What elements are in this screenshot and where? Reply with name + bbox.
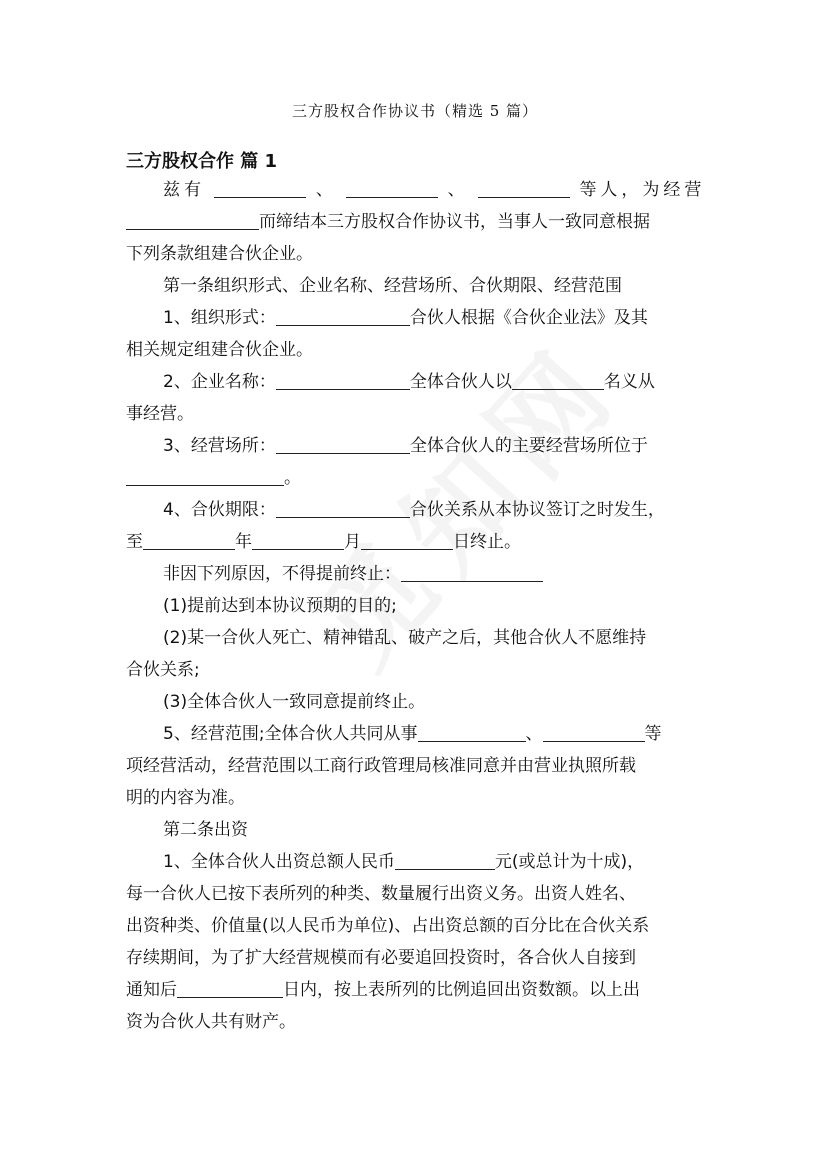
paragraph-line: (2)某一合伙人死亡、精神错乱、破产之后，其他合伙人不愿维持 — [163, 628, 647, 648]
paragraph-line — [126, 494, 708, 526]
paragraph-line: 每一合伙人已按下表所列的种类、数量履行出资义务。出资人姓名、 — [126, 884, 636, 904]
text: 、 — [447, 180, 469, 200]
paragraph-line — [126, 366, 708, 398]
paragraph-line — [126, 462, 708, 494]
text: 日终止。 — [453, 532, 521, 552]
section-heading: 三方股权合作 篇 1 — [126, 151, 278, 172]
blank-field — [276, 308, 410, 325]
blank-field — [395, 852, 495, 869]
paragraph-line — [126, 430, 708, 462]
blank-field — [361, 532, 453, 549]
text: 、 — [315, 180, 337, 200]
paragraph-line — [126, 718, 708, 750]
blank-field — [252, 532, 344, 549]
text: 5、经营范围;全体合伙人共同从事 — [163, 724, 418, 744]
blank-field — [276, 500, 410, 517]
paragraph-line: 事经营。 — [126, 404, 194, 424]
text: 4、合伙期限： — [163, 500, 276, 520]
text: 日内，按上表所列的比例追回出资数额。以上出 — [283, 980, 640, 1000]
text: 通知后 — [126, 980, 177, 1000]
text: 1、组织形式： — [163, 308, 276, 328]
text: 全体合伙人以 — [409, 372, 512, 392]
text: 至 — [126, 532, 143, 552]
text: 1、全体合伙人出资总额人民币 — [163, 852, 395, 872]
text: 3、经营场所： — [163, 436, 276, 456]
blank-field — [214, 180, 306, 197]
blank-field — [276, 372, 410, 389]
paragraph-line: 明的内容为准。 — [126, 788, 245, 808]
paragraph-line — [126, 174, 708, 206]
text: 名义从 — [603, 372, 655, 392]
paragraph-line — [126, 974, 708, 1006]
paragraph-line: 存续期间，为了扩大经营规模而有必要追回投资时，各合伙人自接到 — [126, 948, 636, 968]
blank-field — [126, 468, 284, 485]
text: 等人，为经营 — [579, 180, 706, 200]
text: 年 — [235, 532, 252, 552]
blank-field — [512, 372, 604, 389]
text: 。 — [284, 468, 301, 488]
paragraph-line — [126, 526, 708, 558]
text: 月 — [344, 532, 361, 552]
text: 而缔结本三方股权合作协议书，当事人一致同意根据 — [259, 212, 650, 232]
paragraph-line: 资为合伙人共有财产。 — [126, 1012, 296, 1032]
paragraph-line: 相关规定组建合伙企业。 — [126, 340, 313, 360]
blank-field — [401, 564, 543, 581]
document-title: 三方股权合作协议书（精选 5 篇） — [291, 102, 539, 120]
article-title: 第二条出资 — [163, 820, 248, 840]
blank-field — [346, 180, 438, 197]
blank-field — [478, 180, 570, 197]
blank-field — [143, 532, 235, 549]
paragraph-line: 出资种类、价值量(以人民币为单位)、占出资总额的百分比在合伙关系 — [126, 916, 650, 936]
text: 全体合伙人的主要经营场所位于 — [409, 436, 648, 456]
blank-field — [543, 724, 645, 741]
paragraph-line — [126, 302, 708, 334]
text: 合伙人根据《合伙企业法》及其 — [409, 308, 648, 328]
text: 元(或总计为十成)， — [494, 852, 645, 872]
text: 2、企业名称： — [163, 372, 276, 392]
paragraph-line: 合伙关系; — [126, 660, 200, 680]
article-title: 第一条组织形式、企业名称、经营场所、合伙期限、经营范围 — [163, 276, 622, 296]
paragraph-line: 下列条款组建合伙企业。 — [126, 244, 313, 264]
blank-field — [418, 724, 526, 741]
text: 合伙关系从本协议签订之时发生， — [409, 500, 665, 520]
paragraph-line: (1)提前达到本协议预期的目的; — [163, 596, 397, 616]
document-body — [126, 174, 708, 1038]
text: 等 — [644, 724, 662, 744]
paragraph-line — [126, 558, 708, 590]
paragraph-line: 项经营活动，经营范围以工商行政管理局核准同意并由营业执照所载 — [126, 756, 636, 776]
text: 、 — [525, 724, 543, 744]
text: 兹有 — [163, 180, 205, 200]
blank-field — [276, 436, 410, 453]
paragraph-line — [126, 846, 708, 878]
blank-field — [126, 212, 259, 229]
paragraph-line: (3)全体合伙人一致同意提前终止。 — [163, 692, 426, 712]
paragraph-line — [126, 206, 708, 238]
blank-field — [177, 980, 283, 997]
text: 非因下列原因，不得提前终止： — [163, 564, 401, 584]
